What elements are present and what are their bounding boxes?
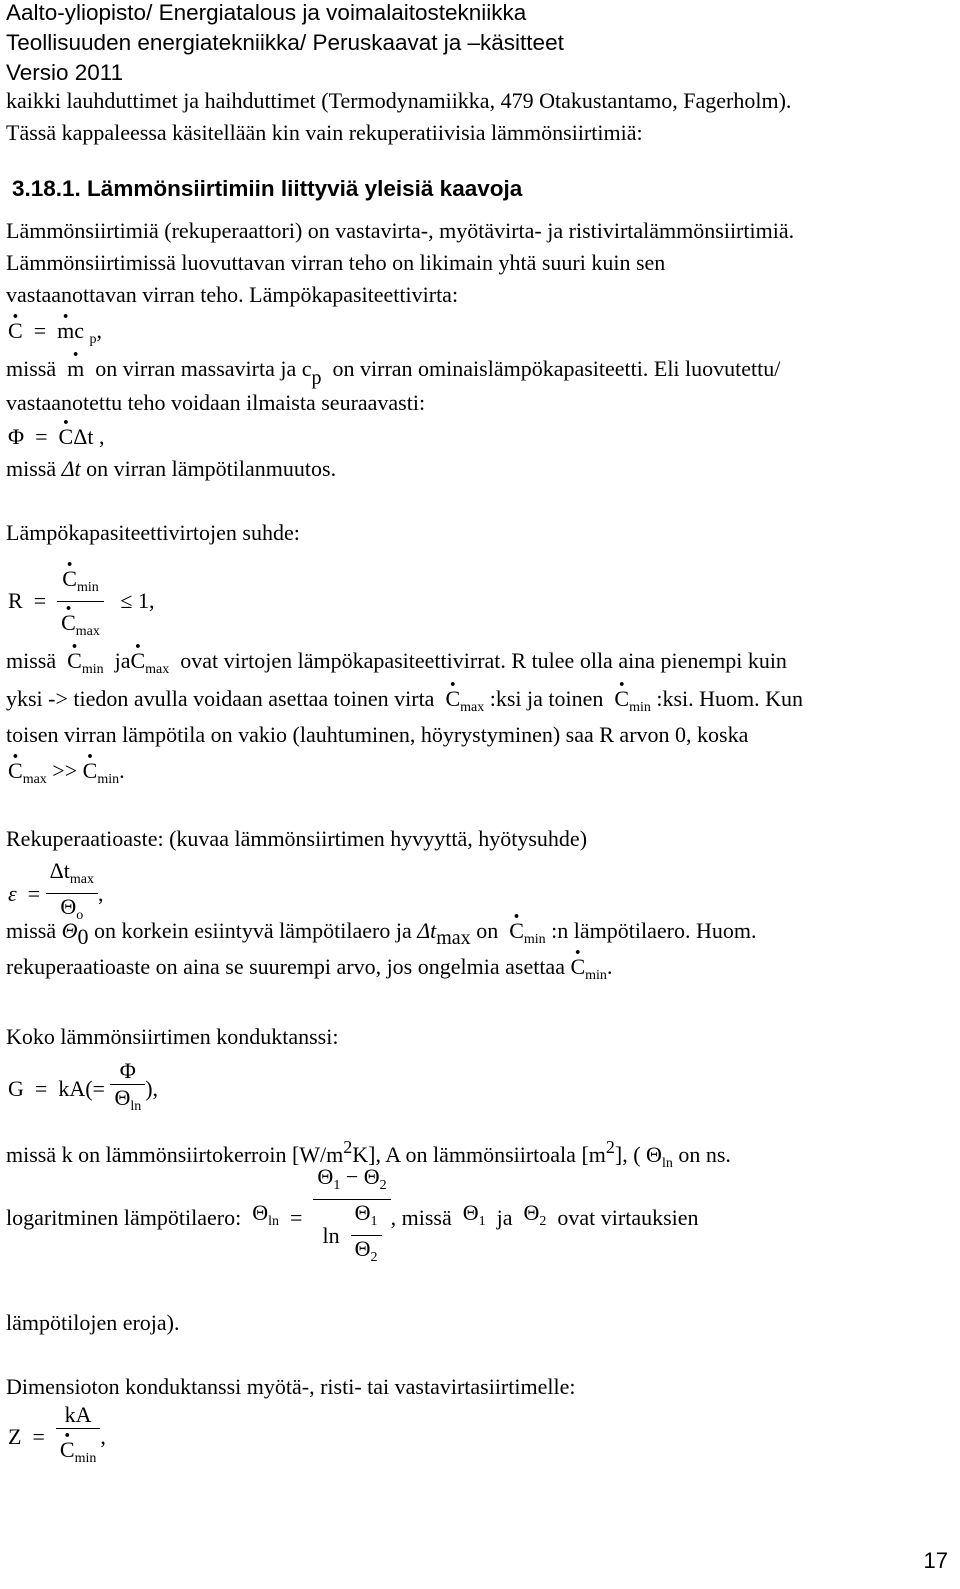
equation-conductance: G = kA(= $\frac{\Phi}{\Theta_{ln}}$ ), bbox=[8, 1058, 158, 1120]
body-line-11: Rekuperaatioaste: (kuvaa lämmönsiirtimen hyvyyttä, hyötysuhde) bbox=[6, 826, 588, 851]
dimensionless-fraction: kA · $C_{min}$ bbox=[56, 1402, 100, 1472]
ratio-fraction: · $C_{min}$ · $C_{max}$ bbox=[57, 556, 104, 645]
body-line-10: toisen virran lämpötila on vakio (lauhtuminen, höyrystyminen) saa R arvon 0, koska bbox=[6, 722, 749, 747]
equation-capacity-ratio: R = · $C_{min}$ · $C_{max}$ ≤ 1, bbox=[8, 556, 154, 645]
equation-dimensionless-conductance: Z = kA · $C_{min}$ , bbox=[8, 1402, 106, 1472]
conductance-fraction: $\frac{\Phi}{\Theta_{ln}}$ bbox=[110, 1058, 145, 1120]
body-line-4: missä · m on virran massavirta ja cp on virran ominaislämpökapasiteetti. Eli luovutettu/ bbox=[6, 356, 780, 391]
equation-heat-flow: Φ = · CΔt , bbox=[8, 424, 104, 450]
header-line-3: Versio 2011 bbox=[6, 60, 124, 85]
body-line-18: Dimensioton konduktanssi myötä-, risti- tai vastavirtasiirtimelle: bbox=[6, 1374, 576, 1399]
body-line-2: Lämmönsiirtimissä luovuttavan virran teho on likimain yhtä suuri kuin sen bbox=[6, 250, 666, 275]
body-line-8: missä · $C_{min}$ $ja\cdot C_{max}$ ovat virtojen lämpökapasiteettivirrat. R tulee olla aina pienempi kuin bbox=[6, 648, 787, 683]
body-line-7: Lämpökapasiteettivirtojen suhde: bbox=[6, 520, 300, 545]
equation-cmax-gg-cmin: · $C_{max}$ >> · $C_{min}$. bbox=[8, 758, 125, 793]
lmtd-fraction: $\Theta_1 - \Theta_2$ ln $\frac{\Theta_1}{\Theta_2}$ bbox=[313, 1164, 390, 1271]
page-number: 17 bbox=[923, 1548, 948, 1573]
section-title: 3.18.1. Lämmönsiirtimiin liittyviä yleisiä kaavoja bbox=[12, 176, 523, 201]
equation-heat-capacity-rate: · C = · mc $_p$, bbox=[8, 318, 102, 353]
header-line-1: Aalto-yliopisto/ Energiatalous ja voimalaitostekniikka bbox=[6, 0, 527, 25]
body-line-15: missä k on lämmönsiirtokerroin $[W/m^2K]$, A on lämmönsiirtoala $[m^2]$, ( $\Theta_{ln}$ on ns. bbox=[6, 1137, 731, 1171]
body-line-13: rekuperaatioaste on aina se suurempi arvo, jos ongelmia asettaa · $C_{min}$. bbox=[6, 954, 612, 989]
body-line-14: Koko lämmönsiirtimen konduktanssi: bbox=[6, 1024, 339, 1049]
body-line-17: lämpötilojen eroja). bbox=[6, 1310, 180, 1335]
body-line-12: missä Θ0 on korkein esiintyvä lämpötilaero ja Δtmax on · $C_{min}$ :n lämpötilaero. Huom. bbox=[6, 918, 756, 953]
body-line-5: vastaanotettu teho voidaan ilmaista seuraavasti: bbox=[6, 390, 426, 415]
body-line-3: vastaanottavan virran teho. Lämpökapasiteettivirta: bbox=[6, 282, 459, 307]
equation-effectiveness: ε = $\frac{\Delta t_{max}}{\Theta_o}$ , bbox=[8, 858, 103, 929]
body-line-6: missä Δt on virran lämpötilanmuutos. bbox=[6, 456, 337, 481]
intro-paragraph-2: Tässä kappaleessa käsitellään kin vain rekuperatiivisia lämmönsiirtimiä: bbox=[6, 120, 643, 145]
body-line-16: logaritminen lämpötilaero: $\Theta_{ln}$ = $\Theta_1 - \Theta_2$ ln $\frac{\Theta_1}{\Theta_2}$ , missä $\Theta_1$ ja $\Theta_2$ ovat virtauksien bbox=[6, 1164, 699, 1271]
effectiveness-fraction: $\frac{\Delta t_{max}}{\Theta_o}$ bbox=[46, 858, 98, 929]
body-line-1: Lämmönsiirtimiä (rekuperaattori) on vastavirta-, myötävirta- ja ristivirtalämmönsiirtimiä. bbox=[6, 218, 795, 243]
intro-paragraph-1: kaikki lauhduttimet ja haihduttimet (Termodynamiikka, 479 Otakustantamo, Fagerholm). bbox=[6, 88, 792, 113]
body-line-9: yksi -> tiedon avulla voidaan asettaa toinen virta · $C_{max}$ :ksi ja toinen · $C_{min}$ :ksi. Huom. Kun bbox=[6, 686, 803, 721]
header-line-2: Teollisuuden energiatekniikka/ Peruskaavat ja –käsitteet bbox=[6, 30, 564, 55]
lmtd-inner-fraction: $\frac{\Theta_1}{\Theta_2}$ bbox=[351, 1200, 382, 1271]
